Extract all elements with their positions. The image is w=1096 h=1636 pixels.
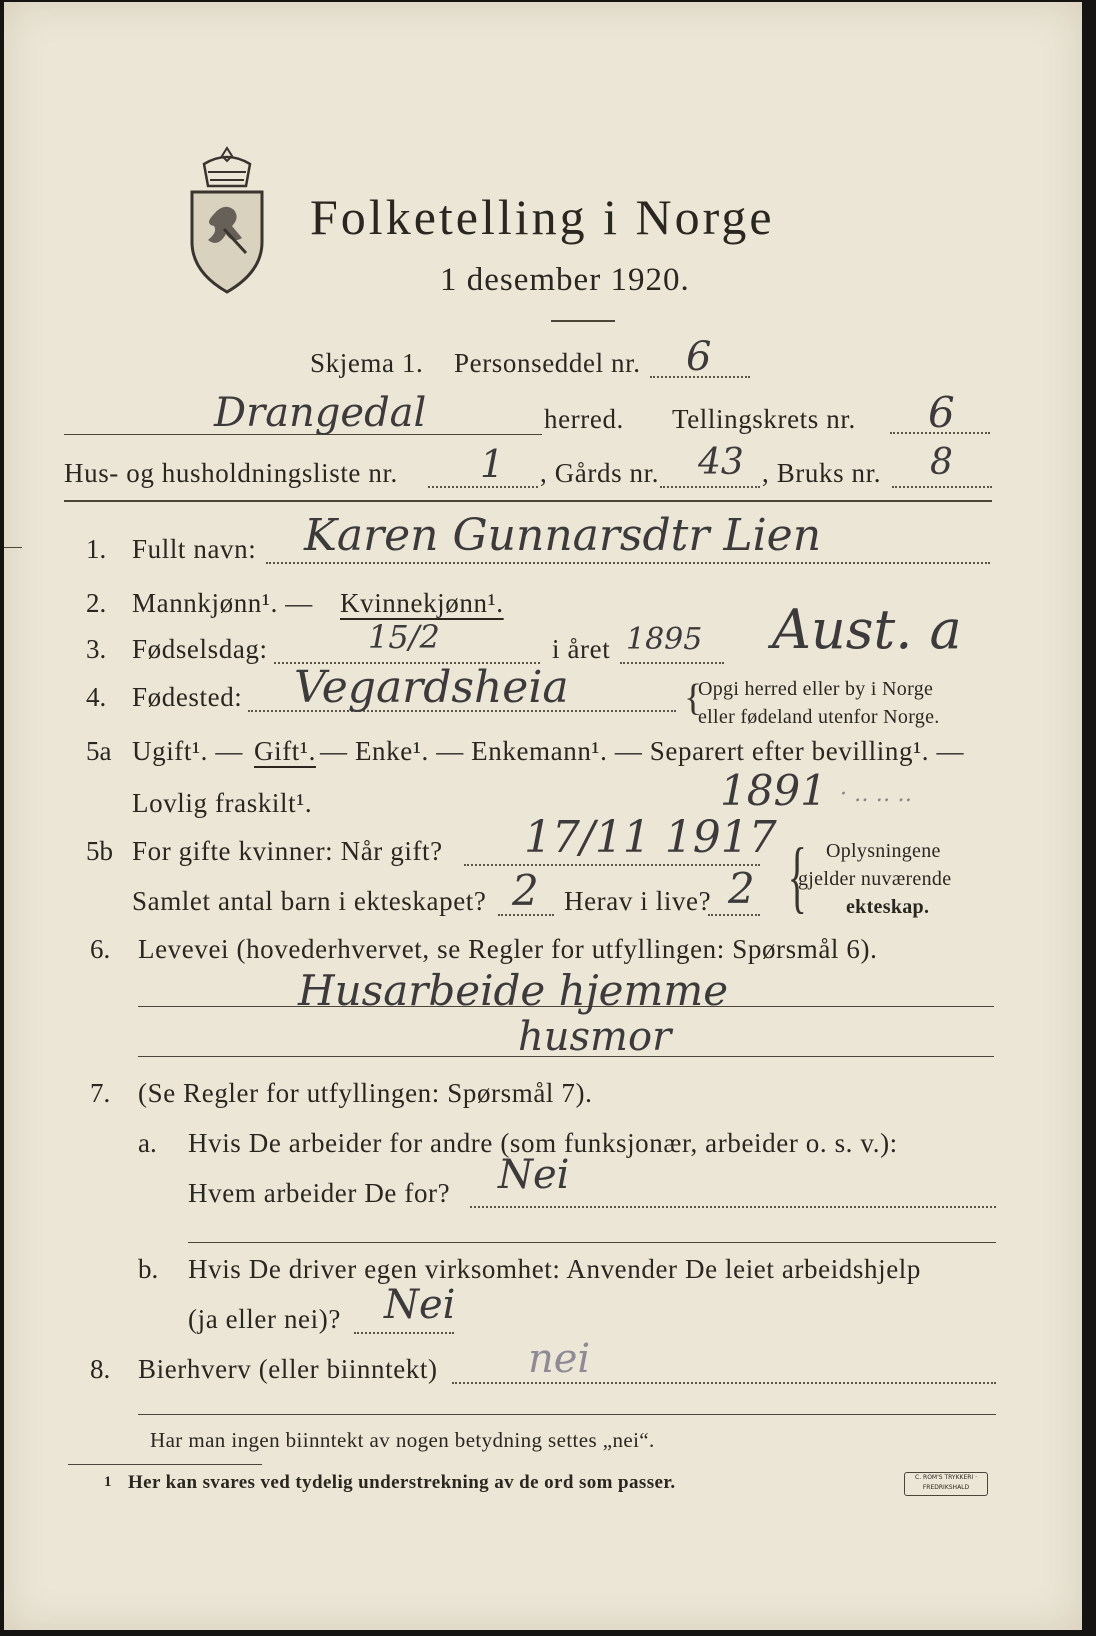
census-form-page: [4, 2, 1082, 1630]
children-alive-value: 2: [728, 864, 755, 913]
q6-number: 6.: [90, 934, 111, 964]
herred-label: herred.: [544, 404, 624, 434]
form-title: Folketelling i Norge: [310, 189, 775, 245]
husliste-label: Hus- og husholdningsliste nr.: [64, 458, 398, 488]
q7b-letter: b.: [138, 1254, 159, 1284]
title-divider: [551, 320, 615, 322]
q4-hint-2: eller fødeland utenfor Norge.: [698, 706, 940, 728]
q5a-fraskilt: Lovlig fraskilt¹.: [132, 788, 313, 818]
q7b-label-1: Hvis De driver egen virksomhet: Anvender De leiet arbeidshjelp: [188, 1254, 921, 1284]
q5b-live-line: [708, 914, 760, 916]
q2-female-option: Kvinnekjønn¹.: [340, 588, 504, 618]
skjema-label: Skjema 1.: [310, 348, 424, 378]
footnote-mark: 1: [104, 1474, 112, 1490]
q5a-faint-note: · ‥ ‥ ‥: [840, 782, 912, 807]
q5a-number: 5a: [86, 736, 112, 766]
q5b-barn-label: Samlet antal barn i ekteskapet?: [132, 886, 487, 916]
q7a-extra-line: [188, 1242, 996, 1243]
q1-line: [266, 562, 990, 564]
q5a-gift: Gift¹.: [254, 736, 316, 766]
printer-stamp: C. ROM'S TRYKKERI · FREDRIKSHALD: [904, 1472, 988, 1496]
census-date: 1 desember 1920.: [440, 262, 690, 298]
q5b-number: 5b: [86, 836, 113, 866]
q8-line: [452, 1382, 996, 1384]
q6-label: Levevei (hovederhvervet, se Regler for utfyllingen: Spørsmål 6).: [138, 934, 878, 964]
bruks-line: [892, 486, 992, 488]
children-total-value: 2: [512, 866, 539, 915]
husliste-line: [428, 486, 538, 488]
gards-number: 43: [698, 442, 744, 483]
q5b-line: [464, 864, 760, 866]
q7a-label-2: Hvem arbeider De for?: [188, 1178, 451, 1208]
margin-tick: [4, 547, 22, 548]
q7-label: (Se Regler for utfyllingen: Spørsmål 7).: [138, 1078, 593, 1108]
q5b-hint-1: Oplysningene: [826, 840, 941, 862]
q1-number: 1.: [86, 534, 107, 564]
q4-hint-1: Opgi herred eller by i Norge: [698, 678, 934, 700]
gards-label: , Gårds nr.: [540, 458, 660, 488]
q3-number: 3.: [86, 634, 107, 664]
hired-help-value: Nei: [384, 1282, 456, 1328]
q5b-label: For gifte kvinner: Når gift?: [132, 836, 443, 866]
q4-number: 4.: [86, 682, 107, 712]
side-income-value: nei: [528, 1336, 591, 1382]
header-separator: [64, 500, 992, 502]
personseddel-label: Personseddel nr.: [454, 348, 641, 378]
q3-label: Fødselsdag:: [132, 634, 268, 664]
q8-extra-line: [138, 1414, 996, 1415]
herred-value: Drangedal: [214, 390, 427, 436]
q2-male-option: Mannkjønn¹. —: [132, 588, 313, 618]
employer-value: Nei: [498, 1152, 570, 1198]
bruks-number: 8: [930, 442, 953, 483]
q3-year-label: i året: [552, 634, 611, 664]
marriage-date-value: 17/11 1917: [524, 812, 777, 863]
birthday-value: 15/2: [368, 618, 440, 656]
q5b-live-label: Herav i live?: [564, 886, 712, 916]
birthplace-value: Vegardsheia: [294, 662, 569, 713]
birthday-margin-note: Aust. a: [772, 598, 962, 661]
q1-label: Fullt navn:: [132, 534, 257, 564]
q7a-letter: a.: [138, 1128, 157, 1158]
q7a-label-1: Hvis De arbeider for andre (som funksjonær, arbeider o. s. v.):: [188, 1128, 898, 1158]
q5b-brace: {: [787, 833, 807, 921]
footnote-text: Her kan svares ved tydelig understrekning av de ord som passer.: [128, 1472, 676, 1493]
q7b-label-2: (ja eller nei)?: [188, 1304, 341, 1334]
personseddel-number: 6: [686, 334, 712, 380]
q5b-hint-3: ekteskap.: [846, 896, 930, 918]
footnote-divider: [68, 1464, 262, 1465]
q5b-hint-2: gjelder nuværende: [798, 868, 952, 890]
q5a-margin-note: 1891: [720, 766, 827, 815]
bruks-label: , Bruks nr.: [762, 458, 882, 488]
q7b-line: [354, 1332, 454, 1334]
q3-year-line: [620, 662, 724, 664]
q5a-other-options: — Enke¹. — Enkemann¹. — Separert efter bevilling¹. —: [320, 736, 965, 766]
occupation-value-2: husmor: [518, 1014, 672, 1060]
q8-number: 8.: [90, 1354, 111, 1384]
full-name-value: Karen Gunnarsdtr Lien: [304, 510, 822, 561]
husliste-number: 1: [480, 442, 505, 486]
tellingskrets-label: Tellingskrets nr.: [672, 404, 856, 434]
gards-line: [660, 486, 760, 488]
q7-number: 7.: [90, 1078, 111, 1108]
tellingskrets-number: 6: [928, 388, 955, 437]
coat-of-arms-icon: [184, 144, 270, 296]
q5a-ugift: Ugift¹. —: [132, 736, 243, 766]
occupation-value-1: Husarbeide hjemme: [298, 966, 729, 1015]
q7a-line: [470, 1206, 996, 1208]
q4-label: Fødested:: [132, 682, 243, 712]
q8-label: Bierhverv (eller biinntekt): [138, 1354, 438, 1384]
q2-number: 2.: [86, 588, 107, 618]
birth-year-value: 1895: [626, 622, 703, 657]
q4-brace: {: [684, 677, 703, 719]
side-income-note: Har man ingen biinntekt av nogen betydning settes „nei“.: [150, 1428, 655, 1452]
